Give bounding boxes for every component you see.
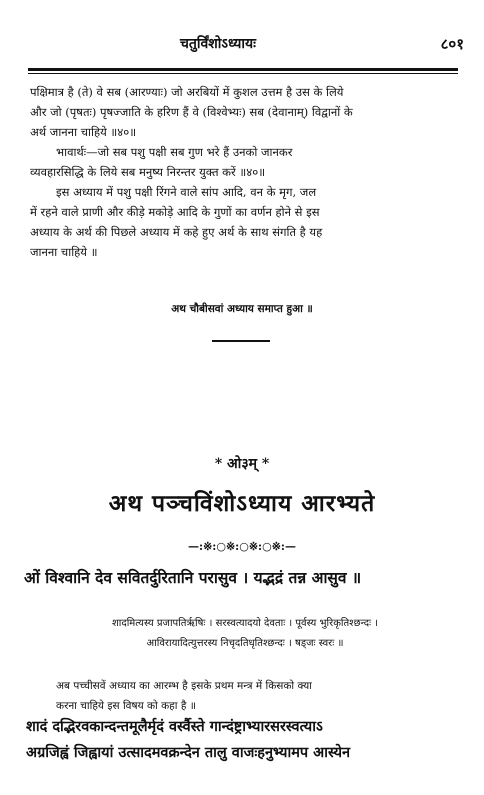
previous-chapter-text bbox=[30, 82, 460, 262]
header-rule-thin bbox=[28, 73, 458, 74]
summary-line: इस अध्याय में पशु पक्षी रिंगने वाले सांप आदि, वन के मृग, जल bbox=[56, 185, 317, 199]
intro-line: अब पच्चीसवें अध्याय का आरम्भ है इसके प्रथम मन्त्र में किसको क्या bbox=[56, 680, 312, 692]
summary-line: अध्याय के अर्थ की पिछले अध्याय में कहे हुए अर्थ के साथ संगति है यह bbox=[30, 225, 323, 239]
chapter-heading: अथ पञ्चविंशोऽध्याय आरभ्यते bbox=[108, 490, 376, 517]
opening-mantra: ओं विश्वानि देव सवितर्दुरितानि परासुव । यद्भद्रं तन्न आसुव ॥ bbox=[24, 568, 362, 587]
chapter-end-note: अथ चौबीसवां अध्याय समाप्त हुआ ॥ bbox=[171, 303, 313, 315]
first-mantra bbox=[26, 714, 466, 766]
summary-line: में रहने वाले प्राणी और कीड़े मकोड़े आदि के गुणों का वर्णन होने से इस bbox=[30, 205, 320, 219]
intro-line: करना चाहिये इस विषय को कहा है ॥ bbox=[56, 700, 197, 712]
chapter-title: चतुर्विंशोऽध्यायः bbox=[180, 36, 256, 52]
metadata-line: आविरायादित्युत्तरस्य निचृदतिधृतिश्छन्दः । षड्जः स्वरः ॥ bbox=[146, 638, 344, 649]
bhavarth-line: भावार्थः—जो सब पशु पक्षी सब गुण भरे हैं उनको जानकर bbox=[56, 145, 293, 159]
header-rule bbox=[28, 68, 458, 71]
om-heading: * ओ३म् * bbox=[214, 456, 270, 472]
page-number: ८०१ bbox=[440, 35, 464, 53]
text-line: अर्थ जानना चाहिये ॥४०॥ bbox=[30, 125, 137, 139]
mantra-line: अग्रजिह्वं जिह्वायां उत्सादमवक्रन्देन तालु वाजःहनुभ्यामप आस्येन bbox=[26, 744, 351, 761]
page-header bbox=[30, 34, 464, 56]
section-divider bbox=[212, 340, 270, 342]
text-line: और जो (पृषतः) पृषज्जाति के हरिण हैं वे (विश्वेभ्यः) सब (देवानाम्) विद्वानों के bbox=[30, 105, 353, 119]
text-line: पक्षिमात्र है (ते) वे सब (आरण्याः) जो अरबियों में कुशल उत्तम है उस के लिये bbox=[30, 85, 344, 99]
mantra-line: शादं दद्भिरवकान्दन्तमूलैर्मृदं वर्स्वैस्ते गान्दंष्ट्राभ्यारसरस्वत्याऽ bbox=[26, 718, 323, 735]
metadata-line: शादमित्यस्य प्रजापतिर्ऋषिः । सरस्वत्यादयो देवताः । पूर्वस्य भुरिकृतिश्छन्दः । bbox=[112, 618, 378, 629]
bhavarth-line: व्यवहारसिद्धि के लिये सब मनुष्य निरन्तर युक्त करें ॥४०॥ bbox=[30, 165, 266, 179]
mantra-metadata bbox=[30, 614, 460, 654]
summary-line: जानना चाहिये ॥ bbox=[30, 245, 98, 259]
ornament-divider: —:※:○※:○※:○※:— bbox=[188, 540, 296, 553]
chapter-intro bbox=[30, 676, 460, 716]
